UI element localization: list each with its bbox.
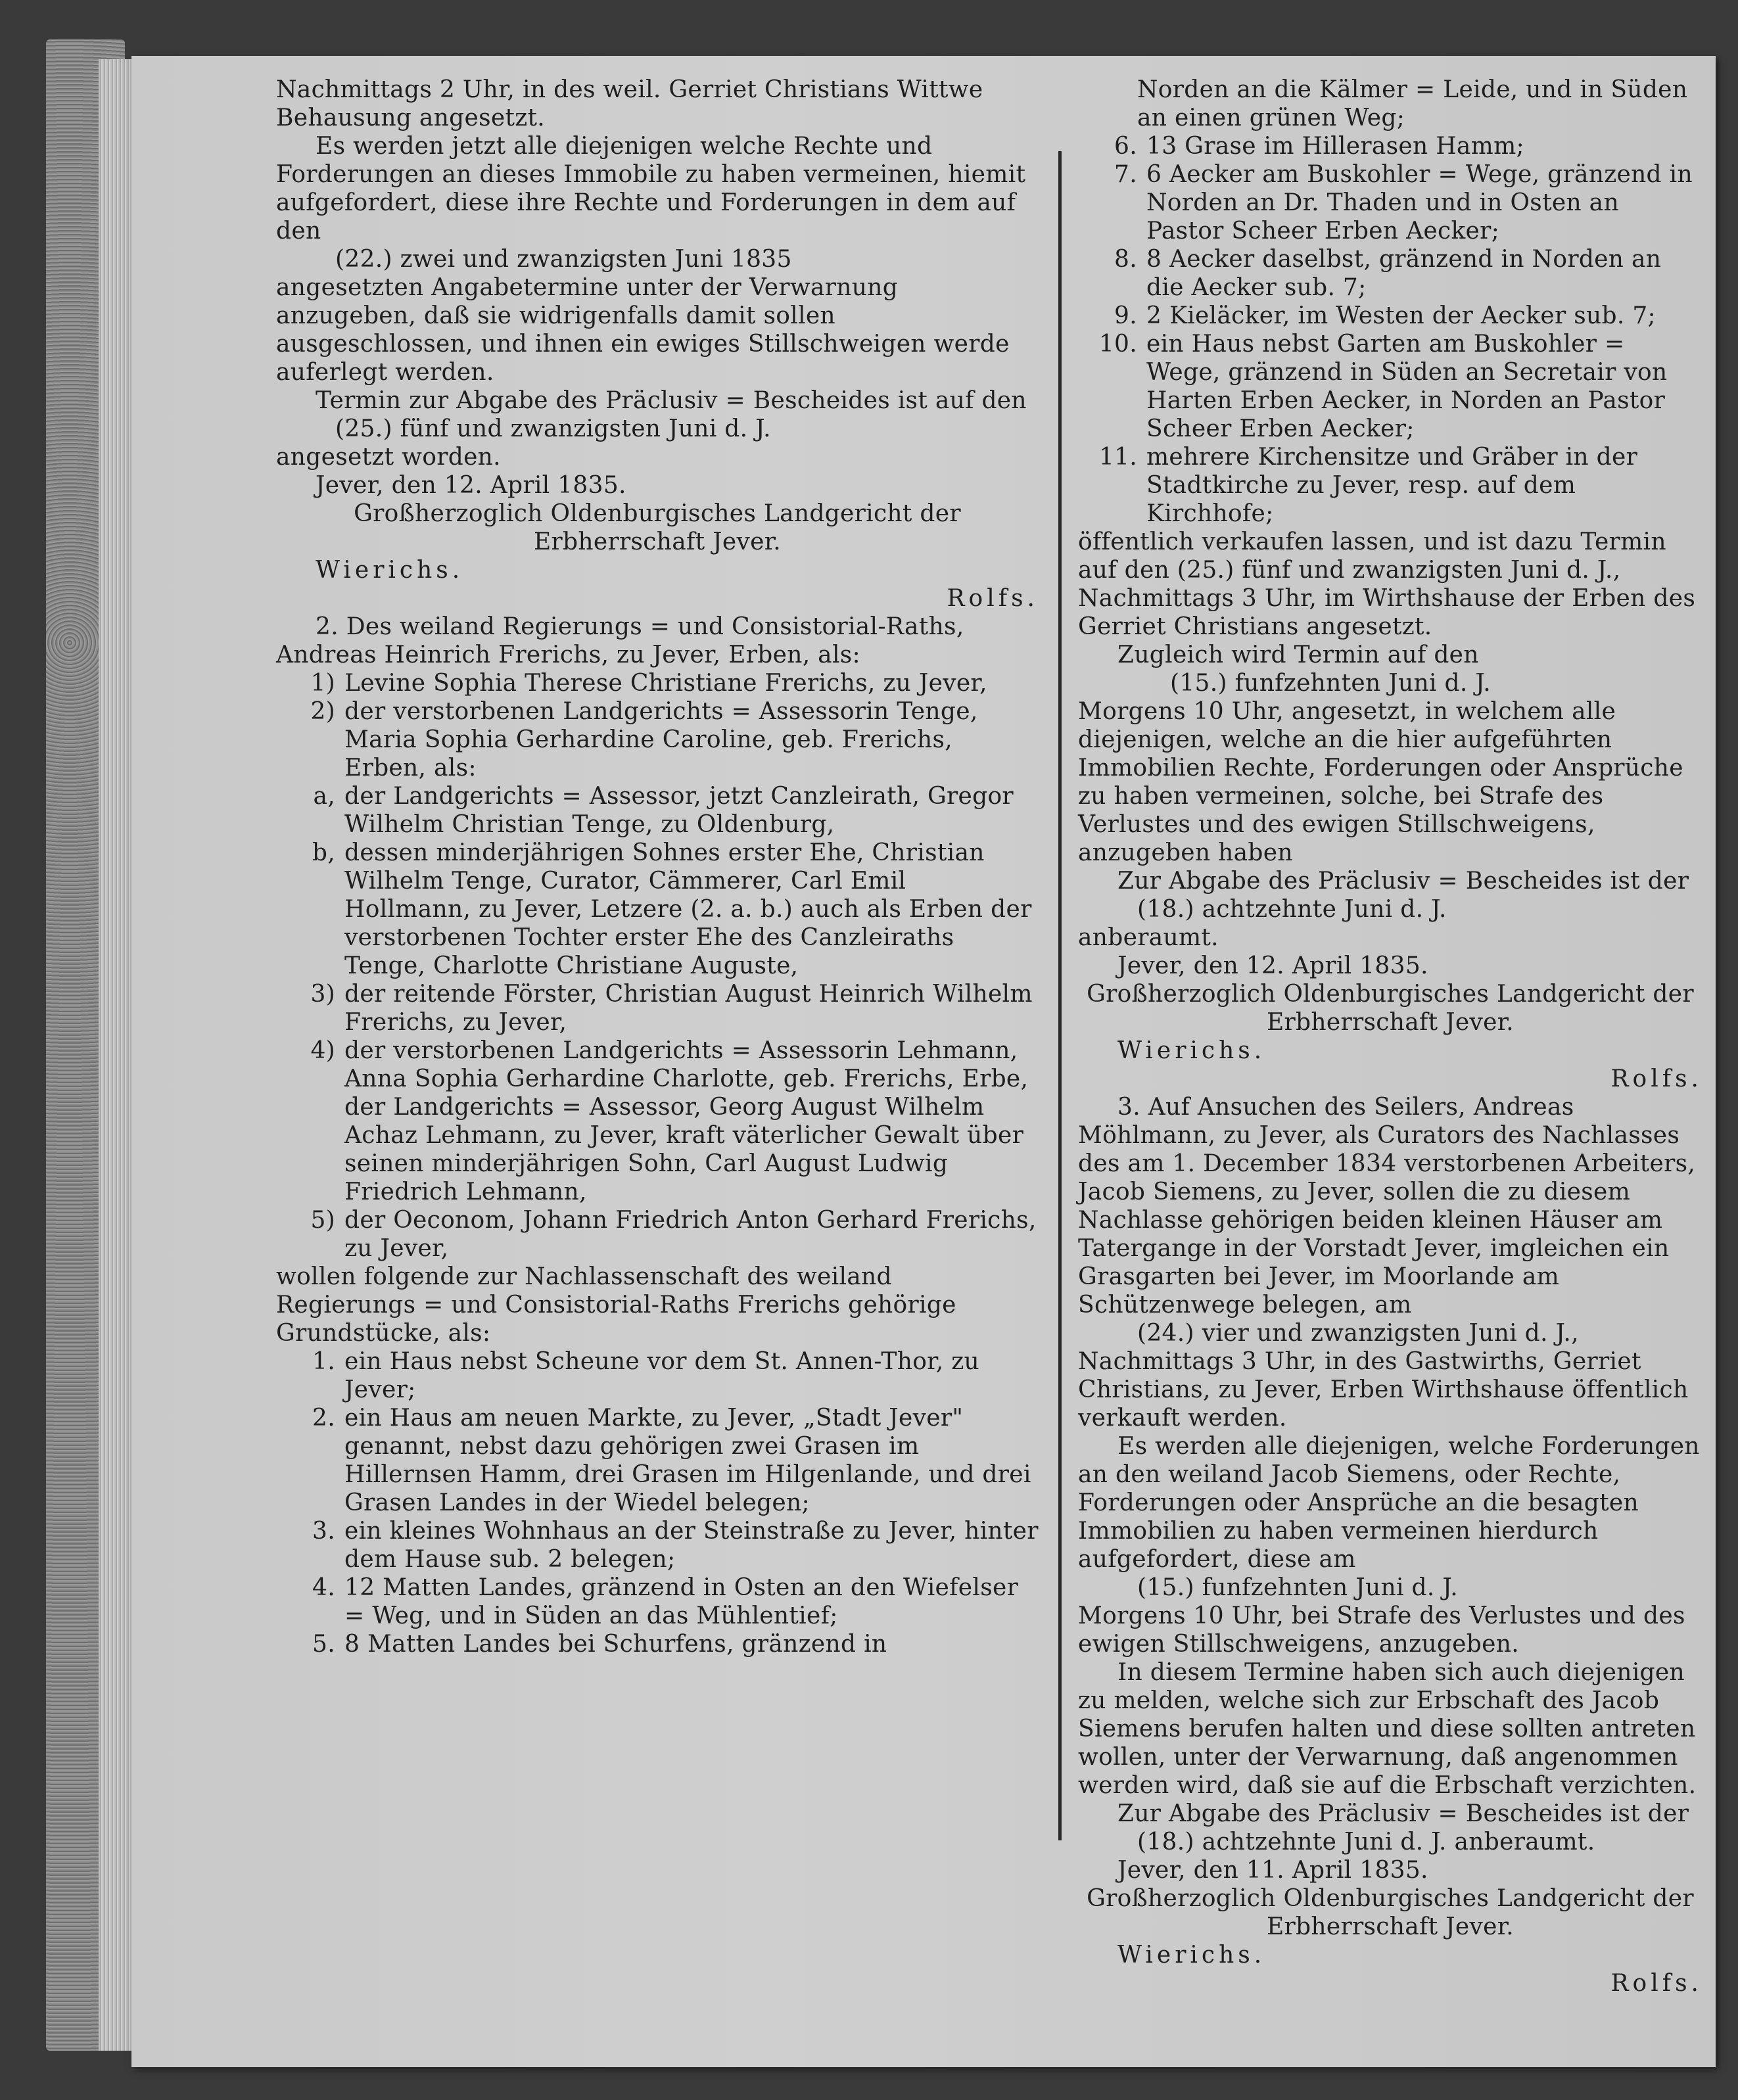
right-paragraph: Großherzoglich Oldenburgisches Landgericht der Erbherrschaft Jever. [1087,1885,1694,1940]
left-paragraph [276,1206,1039,1263]
item-text: 8 Matten Landes bei Schurfens, gränzend in [344,1631,887,1658]
item-number: 10. [1098,331,1137,358]
right-paragraph [1078,245,1703,302]
item-text: dessen minderjährigen Sohnes erster Ehe, Christian Wilhelm Tenge, Curator, Cämmerer, Carl Emil Hollmann, zu Jever, Letzere (2. a. b.) auch als Erben der verstorbenen Tochter erster Ehe des Canzleiraths Tenge, Charlotte Christiane Auguste, [344,839,1032,979]
right-paragraph: Wierichs. [1117,1942,1266,1969]
item-text: der Landgerichts = Assessor, jetzt Canzleirath, Gregor Wilhelm Christian Tenge, zu Oldenburg, [344,783,1014,838]
item-number: b, [312,839,335,866]
item-number: 3) [310,981,335,1008]
right-paragraph: (15.) funfzehnten Juni d. J. [1137,1574,1459,1601]
right-paragraph [1078,160,1703,245]
left-paragraph: wollen folgende zur Nachlassenschaft des weiland Regierungs = und Consistorial-Raths Frerichs gehörige Grundstücke, als: [276,1263,956,1347]
left-paragraph [276,1574,1039,1630]
right-paragraph [1078,443,1703,528]
left-paragraph [276,1404,1039,1517]
right-paragraph: 3. Auf Ansuchen des Seilers, Andreas Möhlmann, zu Jever, als Curators des Nachlasses des am 1. December 1834 verstorbenen Arbeiters, Jacob Siemens, zu Jever, sollen die zu diesem Nachlasse gehörigen beiden kleinen Häuser am Tatergange in der Vorstadt Jever, imgleichen ein Grasgarten bei Jever, im Moorlande am Schützenwege belegen, am [1078,1094,1696,1318]
item-text: ein Haus nebst Scheune vor dem St. Annen-Thor, zu Jever; [344,1348,979,1403]
left-paragraph: Wierichs. [316,557,464,584]
right-paragraph: Morgens 10 Uhr, angesetzt, in welchem alle diejenigen, welche an die hier aufgeführten Immobilien Rechte, Forderungen oder Ansprüche zu haben vermeinen, solche, bei Strafe des Verlustes und des ewigen Stillschweigens, anzugeben haben [1078,698,1683,866]
right-paragraph: In diesem Termine haben sich auch diejenigen zu melden, welche sich zur Erbschaft des Jacob Siemens berufen halten und diese sollten antreten wollen, unter der Verwarnung, daß angenommen werden wird, daß sie auf die Erbschaft verzichten. [1078,1659,1697,1799]
item-number: a, [313,783,335,810]
item-number: 4) [310,1037,335,1064]
left-paragraph: Jever, den 12. April 1835. [316,472,626,499]
right-paragraph: Zugleich wird Termin auf den [1117,642,1479,668]
right-column [1078,76,1703,1997]
left-paragraph [276,839,1039,980]
item-number: 2. [312,1405,335,1432]
item-number: 1. [312,1348,335,1375]
left-paragraph: (22.) zwei und zwanzigsten Juni 1835 [335,246,792,273]
item-text: der Oeconom, Johann Friedrich Anton Gerhard Frerichs, zu Jever, [344,1207,1037,1262]
item-number: 6. [1114,133,1137,160]
item-number: 9. [1114,302,1137,329]
item-number: 1) [310,670,335,697]
left-paragraph [276,1347,1039,1404]
right-paragraph: anberaumt. [1078,924,1219,951]
item-text: Levine Sophia Therese Christiane Frerichs, zu Jever, [344,670,987,697]
item-number: 3. [312,1518,335,1545]
left-paragraph [276,980,1039,1037]
item-text: 13 Grase im Hillerasen Hamm; [1146,133,1524,160]
right-paragraph: Morgens 10 Uhr, bei Strafe des Verlustes und des ewigen Stillschweigens, anzugeben. [1078,1602,1685,1658]
item-text: 6 Aecker am Buskohler = Wege, gränzend in Norden an Dr. Thaden und in Osten an Pastor Scheer Erben Aecker; [1146,161,1693,245]
left-paragraph: Termin zur Abgabe des Präclusiv = Bescheides ist auf den [316,387,1027,414]
item-number: 5) [310,1207,335,1234]
item-number: 2) [310,698,335,725]
left-paragraph: Es werden jetzt alle diejenigen welche Rechte und Forderungen an dieses Immobile zu haben vermeinen, hiemit aufgefordert, diese ihre Rechte und Forderungen in dem auf den [276,133,1026,245]
left-paragraph: (25.) fünf und zwanzigsten Juni d. J. [335,415,771,442]
left-paragraph [276,669,1039,697]
right-paragraph: Rolfs. [1610,1065,1703,1092]
item-number: 8. [1114,246,1137,273]
left-paragraph: 2. Des weiland Regierungs = und Consistorial-Raths, Andreas Heinrich Frerichs, zu Jever, Erben, als: [276,613,964,668]
right-paragraph: (15.) funfzehnten Juni d. J. [1170,670,1491,697]
item-number: 4. [312,1574,335,1601]
left-paragraph [276,1037,1039,1206]
item-text: der verstorbenen Landgerichts = Assessorin Tenge, Maria Sophia Gerhardine Caroline, geb. Frerichs, Erben, als: [344,698,978,782]
left-paragraph: Rolfs. [947,585,1039,612]
left-paragraph [276,697,1039,782]
left-paragraph: angesetzt worden. [276,444,501,471]
item-text: ein Haus am neuen Markte, zu Jever, „Stadt Jever" genannt, nebst dazu gehörigen zwei Grasen im Hillernsen Hamm, drei Grasen im Hilgenlande, und drei Grasen Landes in der Wiedel belegen; [344,1405,1031,1516]
left-paragraph [276,1517,1039,1574]
right-paragraph: Zur Abgabe des Präclusiv = Bescheides ist der [1117,868,1689,895]
item-text: der verstorbenen Landgerichts = Assessorin Lehmann, Anna Sophia Gerhardine Charlotte, geb. Frerichs, Erbe, der Landgerichts = Assessor, Georg August Wilhelm Achaz Lehmann, zu Jever, kraft väterlicher Gewalt über seinen minderjährigen Sohn, Carl August Ludwig Friedrich Lehmann, [344,1037,1029,1205]
right-paragraph: Rolfs. [1610,1970,1703,1997]
right-paragraph: (18.) achtzehnte Juni d. J. [1137,896,1447,923]
right-paragraph: Zur Abgabe des Präclusiv = Bescheides ist der [1117,1800,1689,1827]
right-paragraph: Jever, den 12. April 1835. [1117,952,1428,979]
left-paragraph: Nachmittags 2 Uhr, in des weil. Gerriet Christians Wittwe Behausung angesetzt. [276,76,983,131]
column-divider [1058,151,1062,1840]
right-paragraph: Wierichs. [1117,1037,1266,1064]
item-text: 12 Matten Landes, gränzend in Osten an den Wiefelser = Weg, und in Süden an das Mühlentief; [344,1574,1019,1629]
right-paragraph [1078,330,1703,443]
item-number: 5. [312,1631,335,1658]
right-paragraph: Nachmittags 3 Uhr, in des Gastwirths, Gerriet Christians, zu Jever, Erben Wirthshause öffentlich verkauft werden. [1078,1348,1689,1432]
item-text: 8 Aecker daselbst, gränzend in Norden an die Aecker sub. 7; [1146,246,1662,301]
right-paragraph: Es werden alle diejenigen, welche Forderungen an den weiland Jacob Siemens, oder Rechte, Forderungen oder Ansprüche an die besagten Immobilien zu haben vermeinen hierdurch aufgefordert, diese am [1078,1433,1700,1573]
left-column [276,76,1039,1658]
item-text: der reitende Förster, Christian August Heinrich Wilhelm Frerichs, zu Jever, [344,981,1033,1036]
item-number: 11. [1098,444,1137,471]
right-paragraph: (18.) achtzehnte Juni d. J. anberaumt. [1137,1829,1595,1855]
right-paragraph: (24.) vier und zwanzigsten Juni d. J., [1137,1320,1579,1347]
left-paragraph [276,782,1039,839]
right-paragraph [1078,132,1703,160]
right-paragraph [1078,302,1703,330]
item-text: mehrere Kirchensitze und Gräber in der Stadtkirche zu Jever, resp. auf dem Kirchhofe; [1146,444,1638,527]
left-paragraph: angesetzten Angabetermine unter der Verwarnung anzugeben, daß sie widrigenfalls damit sollen ausgeschlossen, und ihnen ein ewiges Stillschweigen werde auferlegt werden. [276,274,1010,386]
item-text: 2 Kieläcker, im Westen der Aecker sub. 7; [1146,302,1656,329]
left-paragraph: Großherzoglich Oldenburgisches Landgericht der Erbherrschaft Jever. [354,500,961,555]
right-paragraph: Norden an die Kälmer = Leide, und in Süden an einen grünen Weg; [1137,76,1688,131]
right-paragraph: Jever, den 11. April 1835. [1117,1857,1428,1884]
item-text: ein Haus nebst Garten am Buskohler = Wege, gränzend in Süden an Secretair von Harten Erben Aecker, in Norden an Pastor Scheer Erben Aecker; [1146,331,1668,442]
right-paragraph: Großherzoglich Oldenburgisches Landgericht der Erbherrschaft Jever. [1087,981,1694,1036]
item-number: 7. [1114,161,1137,188]
left-paragraph [276,1630,1039,1658]
item-text: ein kleines Wohnhaus an der Steinstraße zu Jever, hinter dem Hause sub. 2 belegen; [344,1518,1039,1573]
right-paragraph: öffentlich verkaufen lassen, und ist dazu Termin auf den (25.) fünf und zwanzigsten Juni d. J., Nachmittags 3 Uhr, im Wirthshause der Erben des Gerriet Christians angesetzt. [1078,528,1696,640]
